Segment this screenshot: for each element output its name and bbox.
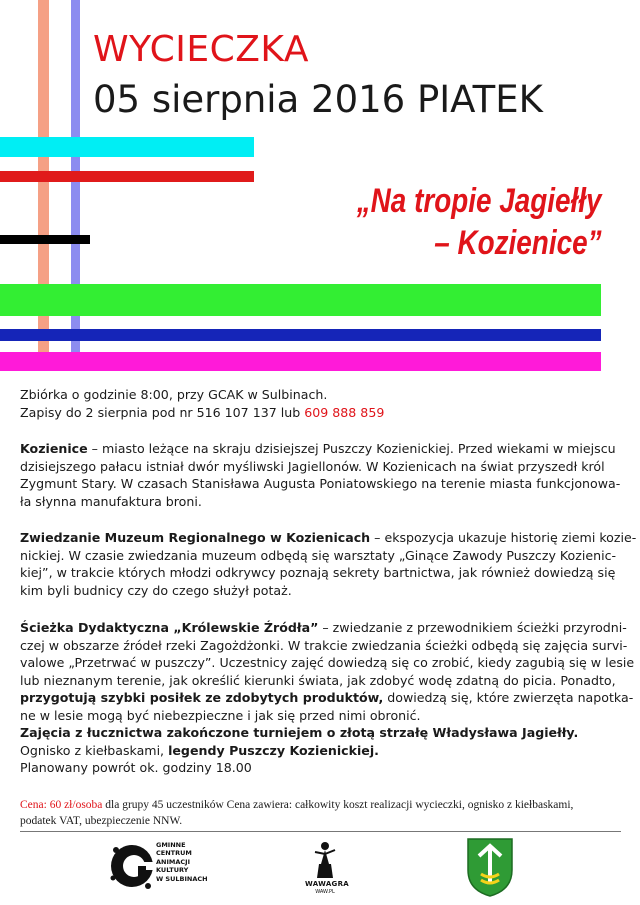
trail-heading: Ścieżka Dydaktyczna „Królewskie Źródła” xyxy=(20,620,319,635)
trip-name xyxy=(357,180,602,264)
kozienice-heading: Kozienice xyxy=(20,441,88,456)
poster-title: WYCIECZKA xyxy=(93,29,310,70)
gcak-name xyxy=(156,841,208,883)
poster-date: 05 sierpnia 2016 PIATEK xyxy=(93,78,543,121)
museum-text-4: kim byli budnicy czy do czego służył potaż. xyxy=(20,582,292,598)
trip-name-line1: „Na tropie Jagiełły xyxy=(357,182,602,220)
wawagra-figure-icon xyxy=(305,838,345,882)
decor-stripe-magenta xyxy=(0,352,601,371)
footer-divider xyxy=(20,831,621,832)
museum-text-2: nickiej. W czasie zwiedzania muzeum odbędą się warsztaty „Ginące Zawody Puszczy Kozienic- xyxy=(20,547,617,563)
trip-name-line2: – Kozienice” xyxy=(434,224,602,262)
bonfire-text: Ognisko z kiełbaskami, xyxy=(20,742,169,758)
signup-text: Zapisy do 2 sierpnia pod nr 516 107 137 lub xyxy=(20,404,305,420)
gcak-name-line5: W SULBINACH xyxy=(156,874,208,883)
trail-text-4: lub nieznanym terenie, jak określić kierunki świata, jak zdobyć wodę zdatną do picia. Ponadto, xyxy=(20,672,616,688)
wawagra-logo xyxy=(305,838,349,898)
price-info xyxy=(20,797,620,829)
kozienice-text-3: Zygmunt Stary. W czasach Stanisława Augusta Poniatowskiego na terenie miasta funkcjonowa- xyxy=(20,476,621,491)
trail-text-1: – zwiedzanie z przewodnikiem ścieżki przyrodni- xyxy=(318,620,627,635)
gcak-name-line2: CENTRUM xyxy=(156,849,192,858)
trail-meal-bold: przygotują szybki posiłek ze zdobytych produktów, xyxy=(20,690,384,705)
meeting-line: Zbiórka o godzinie 8:00, przy GCAK w Sulbinach. xyxy=(20,387,328,402)
gcak-logo xyxy=(108,838,218,896)
museum-paragraph xyxy=(20,529,637,599)
coat-of-arms-icon xyxy=(465,836,515,898)
gcak-g-icon xyxy=(108,838,156,894)
decor-stripe-cyan xyxy=(0,137,254,157)
trail-text-3: valowe „Przetrwać w puszczy”. Uczestnicy zajęć dowiedzą się co zrobić, kiedy zagubią się w lesie xyxy=(20,655,635,670)
kozienice-paragraph xyxy=(20,440,621,510)
wawagra-suffix: WAW.PL xyxy=(315,889,335,895)
trail-text-5: dowiedzą się, które zwierzęta napotka- xyxy=(383,690,634,705)
museum-text-3: kiej”, w trakcie których młodzi odkrywcy poznają sekrety bartnictwa, jak również dowiedzą się xyxy=(20,565,616,580)
decor-stripe-lime xyxy=(0,284,601,316)
decor-stripe-black xyxy=(0,235,90,244)
trail-paragraph xyxy=(20,619,635,777)
meeting-info xyxy=(20,386,616,421)
wawagra-name: WAWAGRA xyxy=(305,880,349,888)
gcak-name-line4: KULTURY xyxy=(156,866,189,875)
kozienice-text-2: dzisiejszego pałacu istniał dwór myśliwski Jagiellonów. W Kozienicach na świat przyszedł król xyxy=(20,458,605,474)
signup-line xyxy=(20,404,616,422)
gcak-name-line1: GMINNE xyxy=(156,841,186,849)
museum-heading: Zwiedzanie Muzeum Regionalnego w Kozienicach xyxy=(20,530,371,545)
price-details: dla grupy 45 uczestników Cena zawiera: całkowity koszt realizacji wycieczki, ognisko z kiełbaskami, xyxy=(102,799,574,811)
kozienice-text-4: ła słynna manufaktura broni. xyxy=(20,493,202,509)
trail-text-2: czej w obszarze źródeł rzeki Zagożdżonki. W trakcie zwiedzania ścieżki odbędą się zajęcia survi- xyxy=(20,637,628,653)
gcak-name-line3: ANIMACJI xyxy=(156,857,190,866)
coat-of-arms-logo xyxy=(465,836,515,898)
price-details-2: podatek VAT, ubezpieczenie NNW. xyxy=(20,815,183,827)
kozienice-text-1: – miasto leżące na skraju dzisiejszej Puszczy Kozienickiej. Przed wiekami w miejscu xyxy=(87,441,616,456)
price-amount: Cena: 60 zł/osoba xyxy=(20,799,103,811)
decor-stripe-red xyxy=(0,171,254,182)
museum-text-1: – ekspozycja ukazuje historię ziemi kozie- xyxy=(370,530,637,545)
signup-phone: 609 888 859 xyxy=(304,404,385,420)
trail-text-6: ne w lesie mogą być niebezpieczne i jak się przed nimi obronić. xyxy=(20,707,421,723)
legends-bold: legendy Puszczy Kozienickiej. xyxy=(168,742,379,758)
archery-info: Zajęcia z łucznictwa zakończone turniejem o złotą strzałę Władysława Jagiełły. xyxy=(20,725,579,740)
return-info: Planowany powrót ok. godziny 18.00 xyxy=(20,760,252,775)
decor-stripe-blue xyxy=(0,329,601,341)
